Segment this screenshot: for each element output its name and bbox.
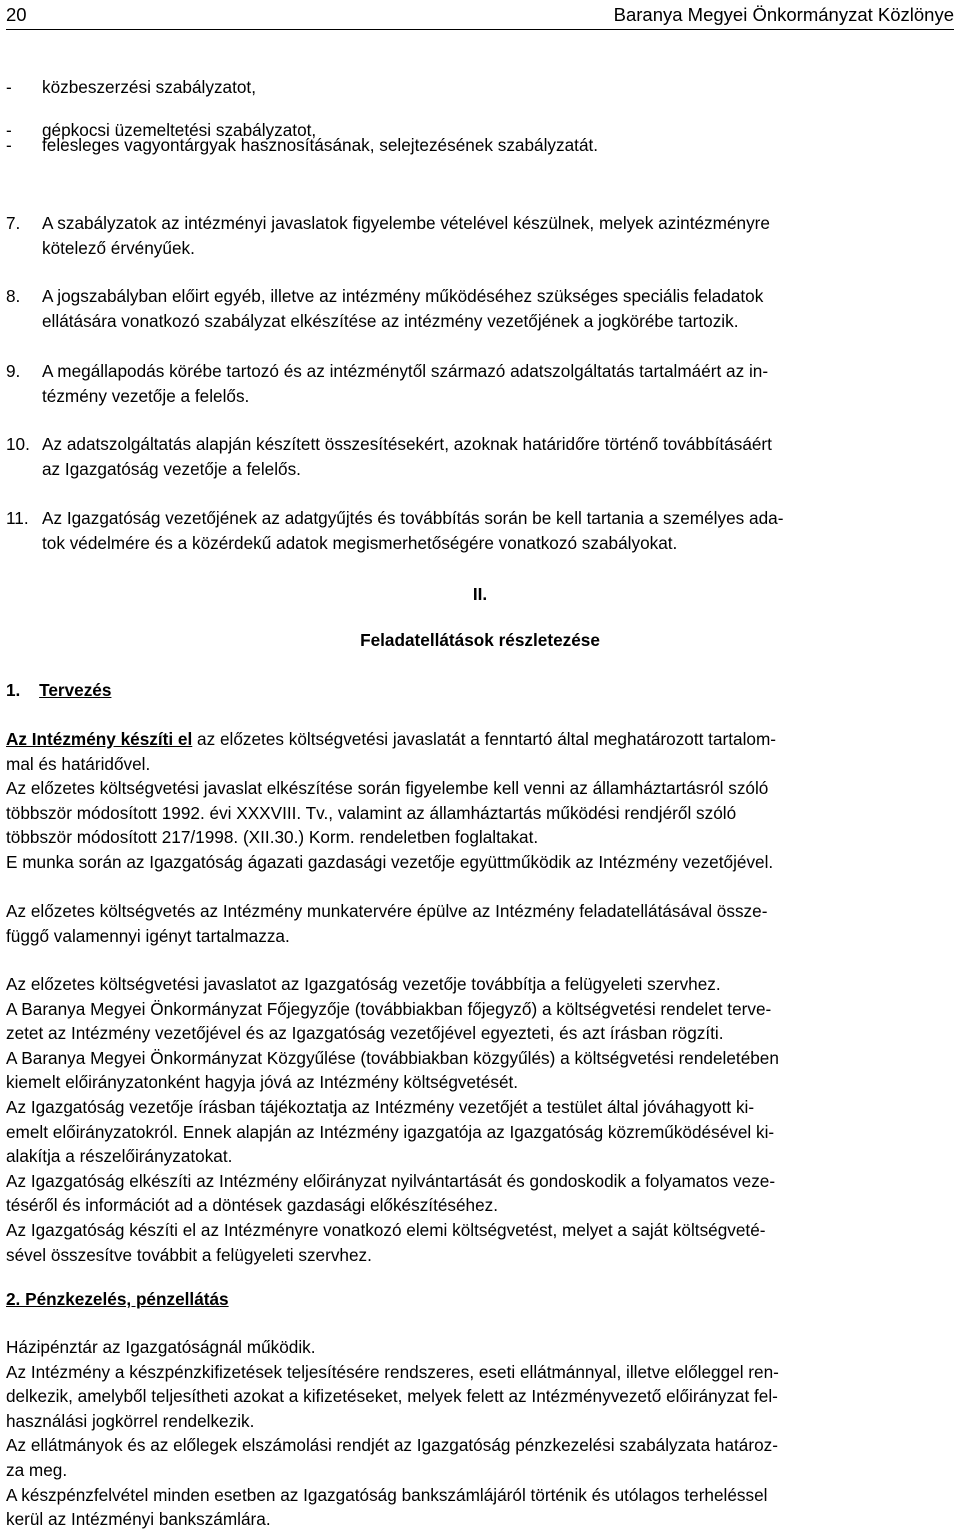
list-item-text: közbeszerzési szabályzatot, (42, 77, 256, 97)
paragraph-line: többször módosított 217/1998. (XII.30.) Korm. rendeletben foglaltakat. (6, 827, 539, 848)
item-number: 9. (6, 361, 21, 381)
item-line: tok védelmére és a közérdekű adatok megismerhetőségére vonatkozó szabályokat. (42, 532, 678, 553)
item-line: A megállapodás körébe tartozó és az intézménytől származó adatszolgáltatás tartalmáért az in- (42, 361, 769, 381)
page-header (6, 3, 954, 30)
item-text (42, 284, 956, 333)
paragraph-line: többször módosított 1992. évi XXXVIII. Tv., valamint az államháztartás működési rendjéről szóló (6, 802, 737, 823)
paragraph-line: Az előzetes költségvetés az Intézmény munkatervére épülve az Intézmény feladatellátásával össze- (6, 901, 768, 921)
item-text (42, 432, 956, 481)
penzkezeles-paragraph (6, 1335, 956, 1532)
list-dash: - (6, 77, 12, 97)
list-dash: - (6, 135, 12, 155)
paragraph-line: kerül az Intézményi bankszámlára. (6, 1509, 271, 1530)
item-number: 8. (6, 286, 21, 306)
lead-rest: az előzetes költségvetési javaslatát a fenntartó által meghatározott tartalom- (192, 729, 776, 749)
paragraph-line: téséről és információt ad a döntések gazdasági előkészítéséhez. (6, 1195, 499, 1216)
paragraph-line: Az ellátmányok és az előlegek elszámolási rendjét az Igazgatóság pénzkezelési szabályzata határoz- (6, 1435, 778, 1456)
paragraph-line: emelt előirányzatokról. Ennek alapján az Intézmény igazgatója az Igazgatóság közreműködésével ki- (6, 1121, 775, 1142)
tervezes-lead (6, 727, 956, 875)
item-line: tézmény vezetője a felelős. (42, 385, 250, 406)
tervezes-paragraph-c (6, 972, 956, 1267)
lead-line (6, 727, 956, 752)
subsection-number: 1. (6, 680, 21, 700)
paragraph-line: A készpénzfelvétel minden esetben az Igazgatóság bankszámlájáról történik és utólagos terheléssel (6, 1484, 768, 1505)
item-line: ellátására vonatkozó szabályzat elkészítése az intézmény vezetőjének a jogkörébe tartozik. (42, 310, 739, 331)
paragraph-line: zetet az Intézmény vezetőjével és az Igazgatóság vezetőjével egyezteti, és azt írásban rögzíti. (6, 1023, 724, 1044)
item-number: 10. (6, 434, 30, 454)
list-dash: - (6, 120, 12, 140)
item-number: 7. (6, 213, 21, 233)
item-line: Az adatszolgáltatás alapján készített összesítésekért, azoknak határidőre történő továbbításáért (42, 434, 772, 454)
section-roman-numeral: II. (472, 584, 488, 604)
paragraph-line: függő valamennyi igényt tartalmazza. (6, 925, 290, 946)
item-line: az Igazgatóság vezetője a felelős. (42, 458, 301, 479)
publication-title: Baranya Megyei Önkormányzat Közlönye (613, 4, 954, 25)
subsection-heading: 2. Pénzkezelés, pénzellátás (6, 1289, 229, 1309)
paragraph-line: használási jogkörrel rendelkezik. (6, 1410, 255, 1431)
subsection-title: Tervezés (39, 680, 112, 700)
lead-underlined: Az Intézmény készíti el (6, 729, 193, 749)
paragraph-line: Az előzetes költségvetési javaslat elkészítése során figyelembe kell venni az államháztartásról szóló (6, 778, 769, 799)
paragraph-line: Az Igazgatóság vezetője írásban tájékoztatja az Intézmény vezetőjét a testület által jóváhagyott ki- (6, 1096, 755, 1117)
item-text (42, 211, 956, 260)
paragraph-line: za meg. (6, 1459, 68, 1480)
item-number: 11. (6, 508, 29, 528)
paragraph-line: Az Igazgatóság elkészíti az Intézmény előirányzat nyilvántartását és gondoskodik a folyamatos veze- (6, 1170, 776, 1191)
paragraph-line: A Baranya Megyei Önkormányzat Közgyűlése (továbbiakban közgyűlés) a költségvetési rendeletében (6, 1047, 779, 1068)
paragraph-line: kiemelt előirányzatonként hagyja jóvá az Intézmény költségvetését. (6, 1072, 519, 1093)
paragraph-line: E munka során az Igazgatóság ágazati gazdasági vezetője együttműködik az Intézmény vezetőjével. (6, 851, 774, 872)
item-text (42, 506, 956, 555)
item-line: A jogszabályban előirt egyéb, illetve az intézmény működéséhez szükséges speciális feladatok (42, 286, 764, 306)
lead-line: mal és határidővel. (6, 753, 151, 774)
list-item-text: felesleges vagyontárgyak hasznosításának, selejtezésének szabályzatát. (42, 135, 599, 155)
item-line: A szabályzatok az intézményi javaslatok figyelembe vételével készülnek, melyek azintézményre (42, 213, 770, 233)
paragraph-line: Házipénztár az Igazgatóságnál működik. (6, 1337, 316, 1357)
paragraph-line: A Baranya Megyei Önkormányzat Főjegyzője (továbbiakban főjegyző) a költségvetési rendelet terve- (6, 998, 772, 1019)
paragraph-line: sével összesítve továbbit a felügyeleti szervhez. (6, 1244, 372, 1265)
item-line: Az Igazgatóság vezetőjének az adatgyűjtés és továbbítás során be kell tartania a személyes ada- (42, 508, 784, 528)
item-line: kötelező érvényűek. (42, 237, 195, 258)
paragraph-line: Az Intézmény a készpénzkifizetések teljesítésére rendszeres, eseti ellátmánnyal, illetve előleggel ren- (6, 1361, 779, 1382)
item-text (42, 359, 956, 408)
paragraph-line: delkezik, amelyből teljesítheti azokat a kifizetéseket, melyek felett az Intézményvezető előirányzat fel- (6, 1386, 778, 1407)
paragraph-line: Az Igazgatóság készíti el az Intézményre vonatkozó elemi költségvetést, melyet a saját költségveté- (6, 1219, 766, 1240)
tervezes-paragraph-b (6, 899, 956, 948)
paragraph-line: alakítja a részelőirányzatokat. (6, 1146, 233, 1167)
paragraph-line: Az előzetes költségvetési javaslatot az Igazgatóság vezetője továbbítja a felügyeleti szervhez. (6, 974, 721, 994)
subsection-heading (6, 678, 111, 703)
page-number: 20 (6, 4, 27, 25)
list-item-text: gépkocsi üzemeltetési szabályzatot, (42, 120, 317, 140)
section-title: Feladatellátások részletezése (360, 630, 600, 650)
